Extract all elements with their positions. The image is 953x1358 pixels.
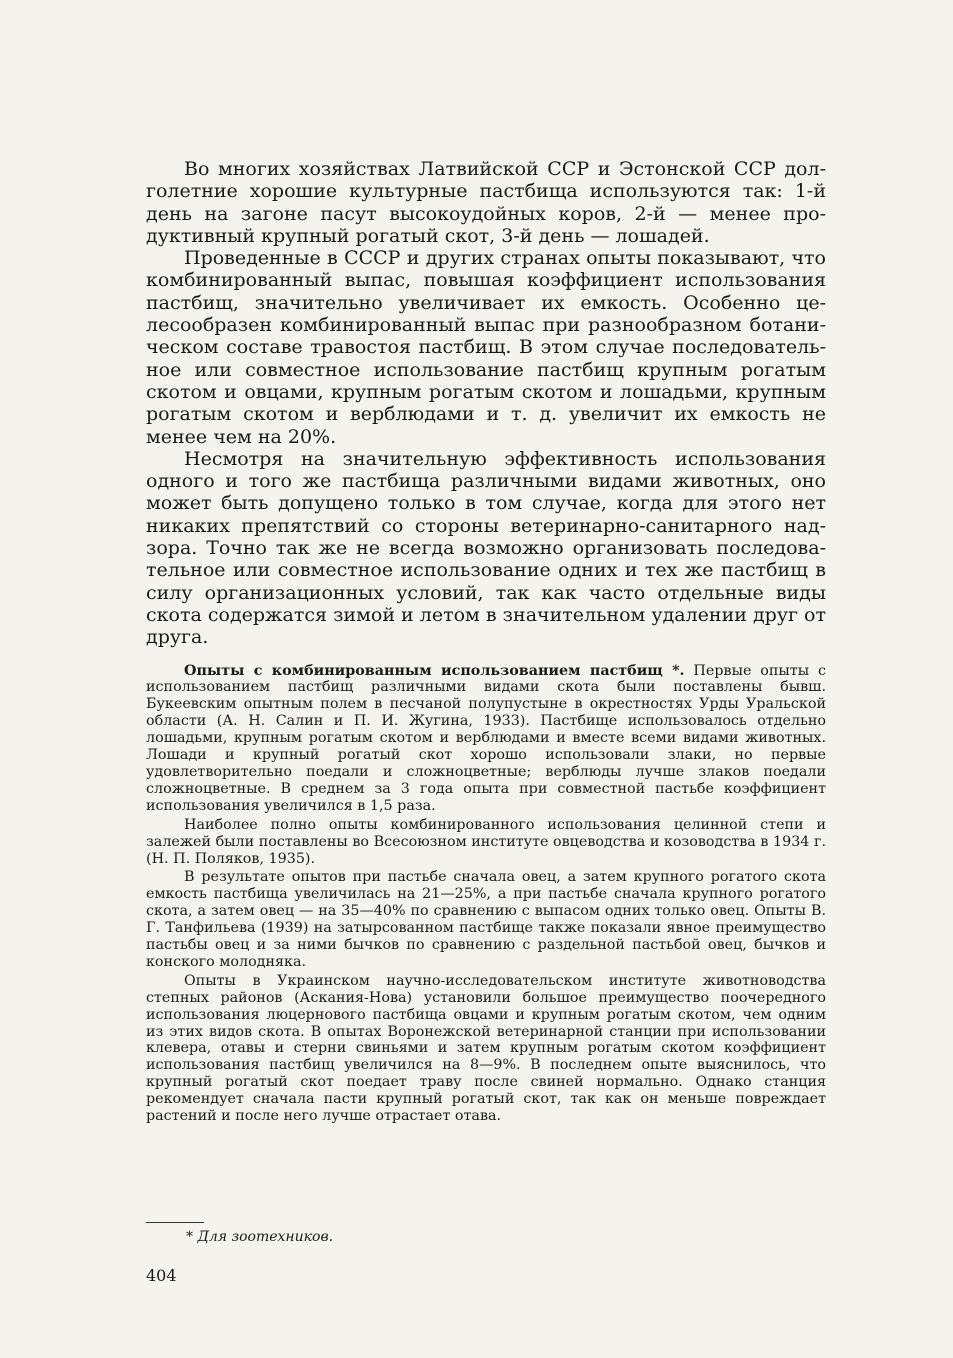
small-paragraph-ukraine: Опыты в Украинском научно-исследовательском институте животноводства степных районов (Аскания-Нова) установили большое преимущество поочередного использования люцернового пастбища овцами и крупным рогатым скотом, чем одним из этих видов скота. В опытах Воронежской ветеринарной станции при использовании клевера, отавы и стерни свиньями и затем крупным рогатым скотом коэффициент использования пастбищ увеличился на 8—9%. В последнем опыте выяснилось, что крупный рогатый скот поедает траву после свиней нормально. Однако станция рекомендует сначала пасти крупный рогатый скот, так как он меньше повреждает растений и после него лучше отрастает отава. [146,972,826,1125]
small-paragraph-results: В результате опытов при пастьбе сначала овец, а затем крупного рогатого скота емкость пастбища увеличилась на 21—25%, а при пастьбе сначала крупного рогатого скота, а затем овец — на 35—40% по сравнению с выпасом одних только овец. Опыты В. Г. Танфильева (1939) на затырсованном пастбище также показали явное преимущество пастьбы овец и за ними бычков по сравнению с раздельной пастьбой овец, бычков и конского молодняка. [146,869,826,970]
paragraph-combined-grazing: Проведенные в СССР и других странах опыты показывают, что комбинированный выпас, повышая коэффициент использования пастбищ, значительно увеличивает их емкость. Особенно целесообразен комбинированный выпас при разнообразном ботаническом составе травостоя пастбищ. В этом случае последовательное или совместное использование пастбищ крупным рогатым скотом и овцами, крупным рогатым скотом и лошадьми, крупным рогатым скотом и верблюдами и т. д. увеличит их емкость не менее чем на 20%. [146,247,826,448]
small-paragraph-first [146,663,826,815]
footnote: * Для зоотехников. [186,1229,334,1245]
small-paragraph-polyakov: Наиболее полно опыты комбинированного использования целинной степи и залежей были поставлены во Всесоюзном институте овцеводства и козоводства в 1934 г. (Н. П. Поляков, 1935). [146,816,826,867]
main-text [146,158,826,649]
section-heading: Опыты с комбинированным использованием пастбищ *. [184,662,685,679]
small-print-section [146,663,826,1125]
paragraph-latvia-estonia: Во многих хозяйствах Латвийской ССР и Эстонской ССР долголетние хорошие культурные пастбища используются так: 1-й день на загоне пасут высокоудойных коров, 2-й — менее продуктивный крупный рогатый скот, 3-й день — лошадей. [146,158,826,247]
paragraph-limitations: Несмотря на значительную эффективность использования одного и того же пастбища различными видами животных, оно может быть допущено только в том случае, когда для этого нет никаких препятствий со стороны ветеринарно-санитарного надзора. Точно так же не всегда возможно организовать последовательное или совместное использование одних и тех же пастбищ в силу организационных условий, так как часто отдельные виды скота содержатся зимой и летом в значительном удалении друг от друга. [146,447,826,649]
footnote-divider [146,1222,204,1223]
page-body [146,158,826,1127]
page-number: 404 [146,1266,177,1285]
small-paragraph-first-text: Первые опыты с использованием пастбищ различными видами скота были поставлены бывш. Букеевским опытным полем в песчаной полупустыне в окрестностях Урды Уральской области (А. Н. Салин и П. И. Жугина, 1933). Пастбище использовалось отдельно лошадьми, крупным рогатым скотом и верблюдами и вместе всеми видами животных. Лошади и крупный рогатый скот хорошо использовали злаки, но первые удовлетворительно поедали и сложноцветные; верблюды лучше злаков поедали сложноцветные. В среднем за 3 года опыта при совместной пастьбе коэффициент использования увеличился в 1,5 раза. [146,662,826,814]
